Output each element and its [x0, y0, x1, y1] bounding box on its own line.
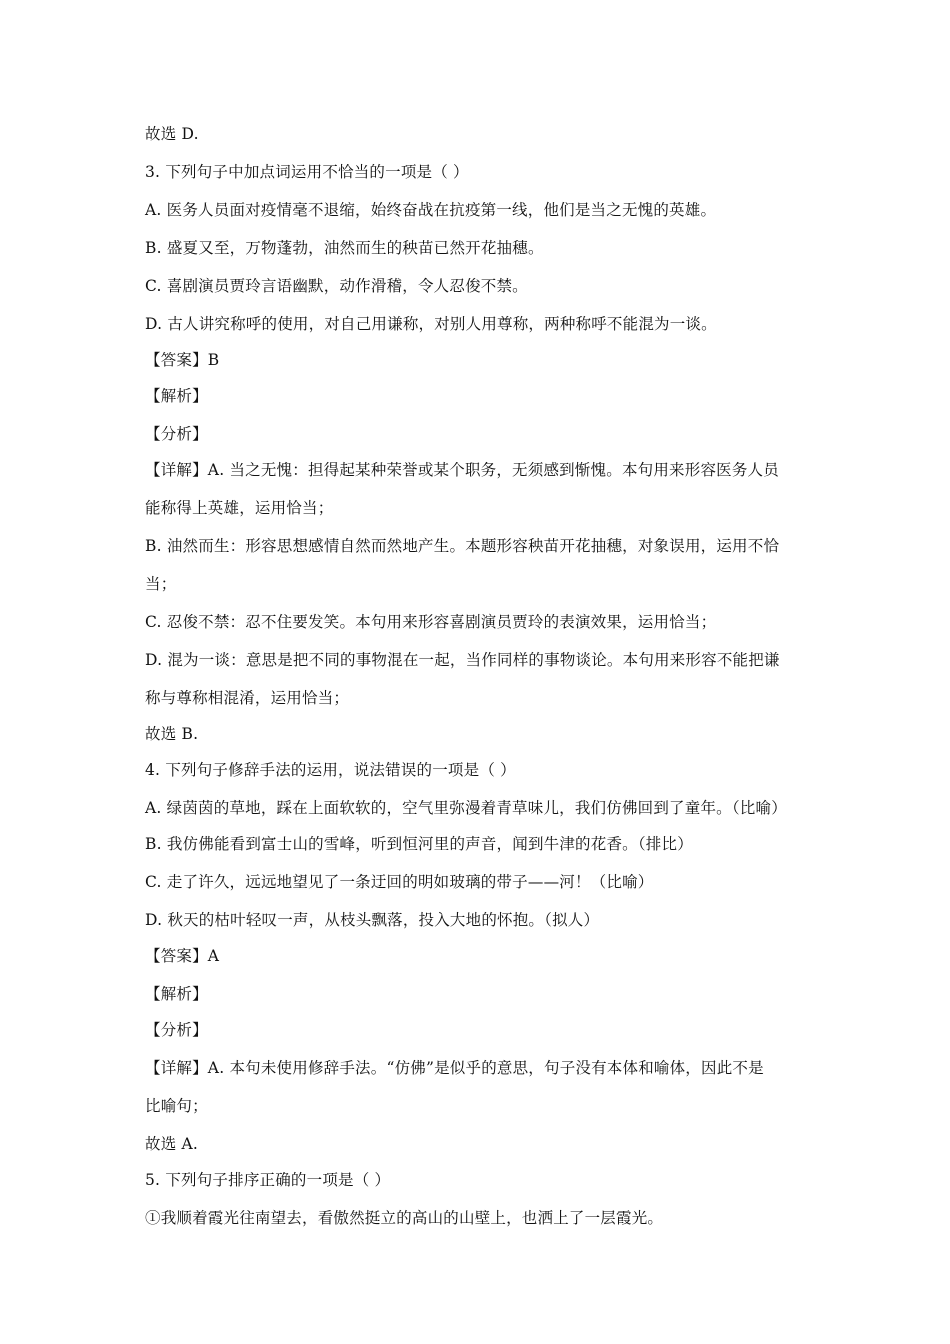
question-4-detail-line-1: 【详解】A. 本句未使用修辞手法。“仿佛”是似乎的意思，句子没有本体和喻体，因此不是 — [145, 1059, 764, 1077]
question-4-answer: 【答案】A — [145, 947, 220, 965]
question-4-option-c: C. 走了许久，远远地望见了一条迂回的明如玻璃的带子——河！（比喻） — [145, 873, 654, 891]
question-3-detail-d-line-2: 称与尊称相混淆，运用恰当； — [145, 689, 350, 707]
question-4-choice: 故选 A. — [145, 1135, 199, 1153]
question-4-option-d: D. 秋天的枯叶轻叹一声，从枝头飘落，投入大地的怀抱。（拟人） — [145, 911, 600, 929]
question-3-analysis-heading: 【解析】 — [145, 387, 208, 405]
question-3-detail-c: C. 忍俊不禁：忍不住要发笑。本句用来形容喜剧演员贾玲的表演效果，运用恰当； — [145, 613, 717, 631]
answer-choice-d-prev: 故选 D. — [145, 125, 199, 143]
question-4-fenxi-heading: 【分析】 — [145, 1021, 208, 1039]
question-3-detail-line-2: 能称得上英雄，运用恰当； — [145, 499, 334, 517]
question-3-option-d: D. 古人讲究称呼的使用，对自己用谦称，对别人用尊称，两种称呼不能混为一谈。 — [145, 315, 717, 333]
question-4-option-a: A. 绿茵茵的草地，踩在上面软软的，空气里弥漫着青草味儿，我们仿佛回到了童年。（比喻） — [145, 799, 787, 817]
question-3-answer: 【答案】B — [145, 351, 220, 369]
question-3-option-b: B. 盛夏又至，万物蓬勃，油然而生的秧苗已然开花抽穗。 — [145, 239, 544, 257]
question-3-fenxi-heading: 【分析】 — [145, 425, 208, 443]
question-3-detail-line-1: 【详解】A. 当之无愧：担得起某种荣誉或某个职务，无须感到惭愧。本句用来形容医务人员 — [145, 461, 779, 479]
question-3-detail-b-line-2: 当； — [145, 575, 177, 593]
question-4-option-b: B. 我仿佛能看到富士山的雪峰，听到恒河里的声音，闻到牛津的花香。（排比） — [145, 835, 693, 853]
question-5-stem: 5. 下列句子排序正确的一项是（ ） — [145, 1171, 391, 1189]
question-3-detail-b-line-1: B. 油然而生：形容思想感情自然而然地产生。本题形容秧苗开花抽穗，对象误用，运用不恰 — [145, 537, 780, 555]
question-5-sentence-1: ①我顺着霞光往南望去，看傲然挺立的高山的山壁上，也洒上了一层霞光。 — [145, 1209, 664, 1227]
question-4-analysis-heading: 【解析】 — [145, 985, 208, 1003]
question-3-option-a: A. 医务人员面对疫情毫不退缩，始终奋战在抗疫第一线，他们是当之无愧的英雄。 — [145, 201, 717, 219]
question-4-detail-line-2: 比喻句； — [145, 1097, 208, 1115]
question-3-option-c: C. 喜剧演员贾玲言语幽默，动作滑稽，令人忍俊不禁。 — [145, 277, 528, 295]
question-3-choice: 故选 B. — [145, 725, 199, 743]
question-4-stem: 4. 下列句子修辞手法的运用，说法错误的一项是（ ） — [145, 761, 516, 779]
question-3-detail-d-line-1: D. 混为一谈：意思是把不同的事物混在一起，当作同样的事物谈论。本句用来形容不能把谦 — [145, 651, 780, 669]
question-3-stem: 3. 下列句子中加点词运用不恰当的一项是（ ） — [145, 163, 469, 181]
